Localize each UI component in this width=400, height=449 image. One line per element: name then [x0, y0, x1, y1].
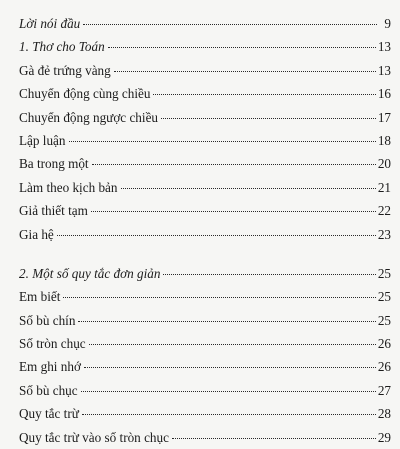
toc-entry: [19, 199, 391, 222]
dot-leader: [81, 391, 376, 392]
toc-entry: [19, 402, 391, 425]
toc-page-number: 28: [377, 406, 391, 422]
toc-page-number: 17: [377, 109, 391, 125]
toc-entry: [19, 379, 391, 402]
dot-leader: [121, 188, 376, 189]
toc-entry-title: Chuyển động cùng chiều: [19, 86, 151, 102]
toc-entry: [19, 285, 391, 308]
dot-leader: [114, 71, 376, 72]
toc-entry: [19, 223, 391, 246]
toc-page-number: 27: [377, 382, 391, 398]
toc-page-number: 18: [377, 132, 391, 148]
dot-leader: [78, 321, 375, 322]
toc-entry-title: Làm theo kịch bản: [19, 179, 118, 195]
toc-entry: [19, 152, 391, 175]
toc-entry-title: Gia hệ: [19, 226, 54, 242]
toc-entry-title: Ba trong một: [19, 156, 89, 172]
toc-entry-title: Lập luận: [19, 132, 66, 148]
dot-leader: [57, 235, 376, 236]
dot-leader: [153, 94, 375, 95]
toc-page-number: 16: [377, 86, 391, 102]
toc-entry: [19, 129, 391, 152]
toc-page-number: 23: [377, 226, 391, 242]
toc-entry-title: Số bù chín: [19, 312, 76, 328]
toc-section-title: Lời nói đầu: [19, 16, 81, 31]
dot-leader: [83, 24, 377, 25]
toc-entry: [19, 309, 391, 332]
toc-entry-title: Em ghi nhớ: [19, 359, 81, 375]
toc-entry-title: Quy tắc trừ: [19, 406, 79, 422]
dot-leader: [84, 367, 376, 368]
dot-leader: [92, 164, 376, 165]
toc-page-number: 26: [377, 359, 391, 375]
toc-page-number: 13: [377, 39, 391, 55]
toc-entry: [19, 262, 391, 285]
dot-leader: [89, 344, 376, 345]
toc-entry-title: Quy tắc trừ vào số tròn chục: [19, 429, 169, 445]
toc-entry-title: Gà đẻ trứng vàng: [19, 62, 111, 78]
toc-page-number: 20: [377, 156, 391, 172]
toc-page-number: 9: [384, 16, 391, 31]
toc-entry-title: Số tròn chục: [19, 336, 86, 352]
toc-page-number: 25: [377, 289, 391, 305]
toc-entry: [19, 35, 391, 58]
dot-leader: [82, 414, 376, 415]
toc-entry: [19, 355, 391, 378]
dot-leader: [63, 297, 375, 298]
dot-leader: [108, 47, 376, 48]
toc-entry: [19, 106, 391, 129]
toc-entry-title: Số bù chục: [19, 382, 78, 398]
toc-entry-title: Chuyển động ngược chiều: [19, 109, 159, 125]
toc-entry: [19, 82, 391, 105]
dot-leader: [161, 118, 376, 119]
dot-leader: [91, 211, 376, 212]
toc-entry: [19, 59, 391, 82]
dot-leader: [172, 438, 376, 439]
toc-page-number: 25: [377, 312, 391, 328]
dot-leader: [69, 141, 376, 142]
dot-leader: [163, 274, 375, 275]
table-of-contents: [19, 12, 391, 449]
toc-page-number: 29: [377, 429, 391, 445]
toc-page-number: 25: [377, 265, 391, 281]
toc-entry: [19, 426, 391, 449]
toc-page-number: 21: [377, 179, 391, 195]
toc-entry: [19, 12, 391, 35]
toc-section-title: 1. Thơ cho Toán: [19, 39, 105, 55]
toc-entry: [19, 176, 391, 199]
toc-section-title: 2. Một số quy tắc đơn giản: [19, 265, 161, 281]
toc-entry: [19, 332, 391, 355]
toc-page-number: 22: [377, 203, 391, 219]
toc-entry-title: Em biết: [19, 289, 61, 305]
toc-page-number: 13: [377, 62, 391, 78]
toc-page-number: 26: [377, 336, 391, 352]
toc-entry-title: Giả thiết tạm: [19, 203, 88, 219]
